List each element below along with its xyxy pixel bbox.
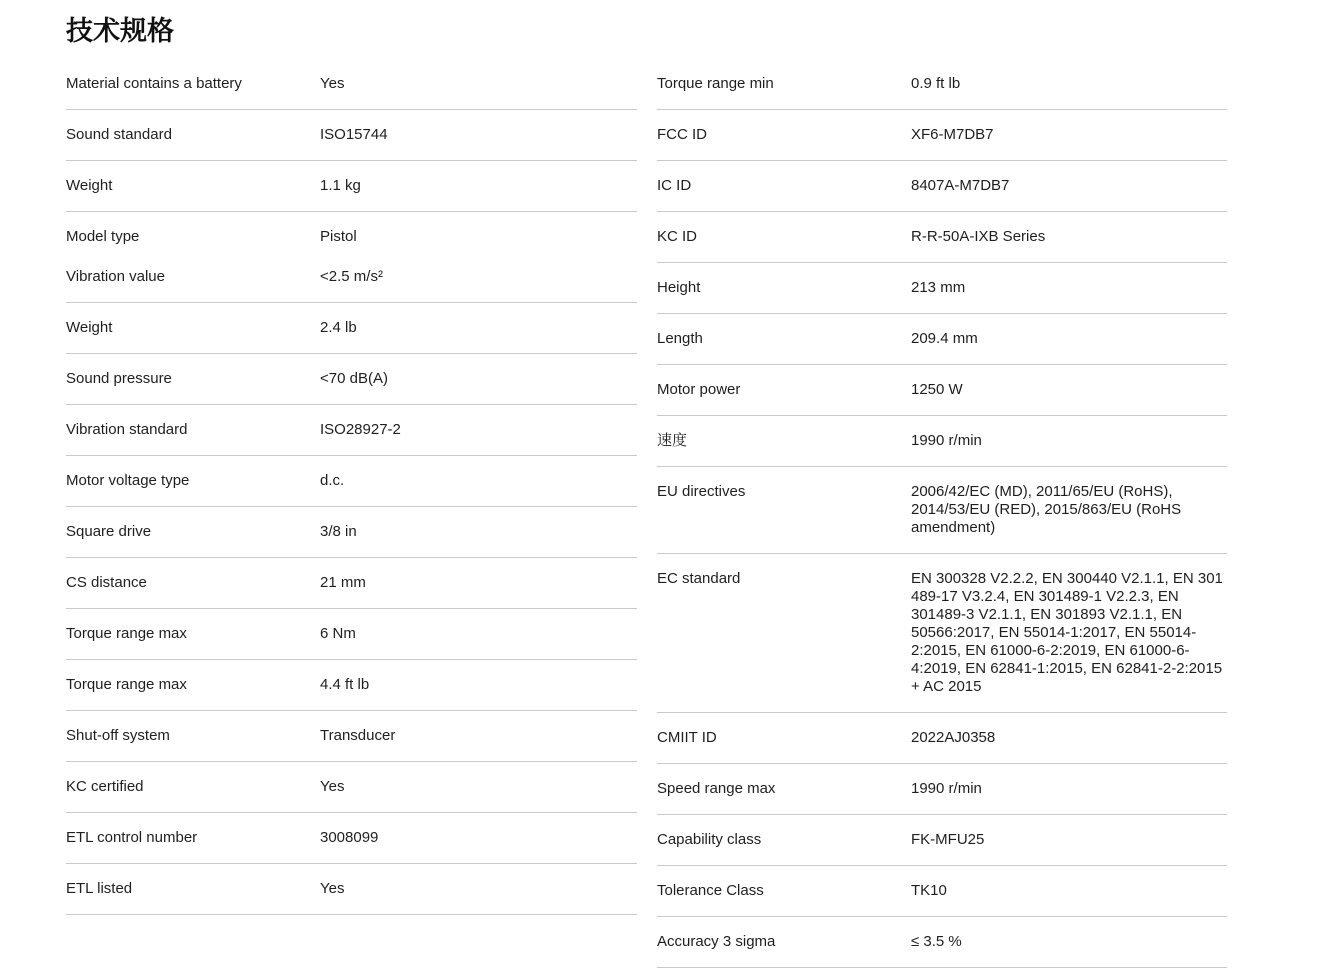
- spec-row: [657, 110, 1227, 161]
- spec-label: Tolerance Class: [657, 882, 764, 899]
- spec-row: [657, 917, 1227, 968]
- spec-row: [657, 815, 1227, 866]
- spec-label: Motor voltage type: [66, 472, 190, 489]
- spec-row: [657, 416, 1227, 467]
- spec-row: [66, 59, 637, 110]
- spec-value: 213 mm: [911, 279, 966, 296]
- spec-value: 2006/42/EC (MD), 2011/65/EU (RoHS), 2014/53/EU (RED), 2015/863/EU (RoHS amendment): [911, 483, 1182, 536]
- spec-row: [66, 660, 637, 711]
- spec-row: [66, 813, 637, 864]
- spec-value: d.c.: [320, 472, 345, 489]
- spec-value: 0.9 ft lb: [911, 75, 961, 92]
- spec-value: ISO15744: [320, 126, 388, 143]
- spec-value: 1.1 kg: [320, 177, 361, 194]
- spec-value: R-R-50A-IXB Series: [911, 228, 1046, 245]
- spec-value: Transducer: [320, 727, 396, 744]
- spec-table-right: [657, 59, 1227, 968]
- spec-label: KC certified: [66, 778, 144, 795]
- spec-label: Capability class: [657, 831, 762, 848]
- spec-table-left: [66, 59, 637, 915]
- spec-label: Shut-off system: [66, 727, 170, 744]
- spec-label: Speed range max: [657, 780, 776, 797]
- spec-label: Square drive: [66, 523, 152, 540]
- spec-label: IC ID: [657, 177, 692, 194]
- spec-row: [657, 764, 1227, 815]
- spec-label: Material contains a battery: [66, 75, 242, 92]
- spec-value: <70 dB(A): [320, 370, 388, 387]
- spec-value: 21 mm: [320, 574, 366, 591]
- spec-row: [66, 212, 637, 246]
- spec-value: 6 Nm: [320, 625, 356, 642]
- spec-row: [66, 558, 637, 609]
- spec-row: [66, 303, 637, 354]
- spec-row: [66, 354, 637, 405]
- spec-label: Vibration standard: [66, 421, 188, 438]
- spec-label: Vibration value: [66, 268, 165, 285]
- spec-label: Weight: [66, 319, 113, 336]
- spec-row: [657, 554, 1227, 713]
- spec-value: <2.5 m/s²: [320, 268, 383, 285]
- spec-row: [66, 507, 637, 558]
- spec-value: Yes: [320, 778, 345, 795]
- spec-label: EC standard: [657, 570, 741, 587]
- spec-label: Torque range max: [66, 625, 187, 642]
- spec-tables: [66, 59, 1339, 968]
- spec-value: 1990 r/min: [911, 780, 982, 797]
- spec-label: CS distance: [66, 574, 147, 591]
- spec-row: [66, 456, 637, 507]
- spec-label: Sound standard: [66, 126, 172, 143]
- spec-value: FK-MFU25: [911, 831, 985, 848]
- spec-label: 速度: [657, 432, 688, 449]
- spec-label: ETL listed: [66, 880, 133, 897]
- spec-value: EN 300328 V2.2.2, EN 300440 V2.1.1, EN 301 489-17 V3.2.4, EN 301489-1 V2.2.3, EN 301489-3 V2.1.1, EN 301893 V2.1.1, EN 50566:2017, EN 55014-1:2017, EN 55014-2:2015, EN 61000-6-2:2019, EN 61000-6-4:2019, EN 62841-1:2015, EN 62841-2-2:2015 + AC 2015: [911, 570, 1223, 695]
- spec-label: CMIIT ID: [657, 729, 717, 746]
- spec-value: Pistol: [320, 228, 357, 245]
- spec-value: 8407A-M7DB7: [911, 177, 1010, 194]
- spec-row: [657, 314, 1227, 365]
- spec-label: KC ID: [657, 228, 698, 245]
- spec-row: [66, 711, 637, 762]
- spec-label: ETL control number: [66, 829, 198, 846]
- spec-value: ISO28927-2: [320, 421, 401, 438]
- spec-label: Accuracy 3 sigma: [657, 933, 776, 950]
- spec-value: 2022AJ0358: [911, 729, 996, 746]
- spec-row: [66, 609, 637, 660]
- spec-label: Torque range min: [657, 75, 774, 92]
- spec-row: [657, 713, 1227, 764]
- spec-row: [66, 762, 637, 813]
- spec-row: [657, 161, 1227, 212]
- spec-label: Motor power: [657, 381, 741, 398]
- spec-value: Yes: [320, 75, 345, 92]
- page-title: 技术规格: [66, 16, 174, 46]
- spec-row: [66, 161, 637, 212]
- spec-label: Weight: [66, 177, 113, 194]
- spec-row: [657, 212, 1227, 263]
- spec-value: 4.4 ft lb: [320, 676, 370, 693]
- spec-value: 1990 r/min: [911, 432, 982, 449]
- spec-row: [657, 59, 1227, 110]
- spec-value: 209.4 mm: [911, 330, 978, 347]
- spec-value: 1250 W: [911, 381, 963, 398]
- spec-value: TK10: [911, 882, 947, 899]
- spec-value: Yes: [320, 880, 345, 897]
- spec-value: 2.4 lb: [320, 319, 357, 336]
- spec-row: [657, 365, 1227, 416]
- spec-label: Height: [657, 279, 701, 296]
- spec-value: ≤ 3.5 %: [911, 933, 962, 950]
- spec-label: FCC ID: [657, 126, 707, 143]
- spec-label: Model type: [66, 228, 140, 245]
- spec-value: XF6-M7DB7: [911, 126, 994, 143]
- spec-value: 3/8 in: [320, 523, 357, 540]
- spec-label: EU directives: [657, 483, 746, 500]
- spec-label: Torque range max: [66, 676, 187, 693]
- spec-row: [66, 864, 637, 915]
- spec-label: Length: [657, 330, 703, 347]
- spec-row: [657, 467, 1227, 554]
- spec-value: 3008099: [320, 829, 379, 846]
- spec-row: [657, 263, 1227, 314]
- spec-row: [66, 110, 637, 161]
- spec-label: Sound pressure: [66, 370, 172, 387]
- spec-row: [66, 246, 637, 303]
- spec-row: [66, 405, 637, 456]
